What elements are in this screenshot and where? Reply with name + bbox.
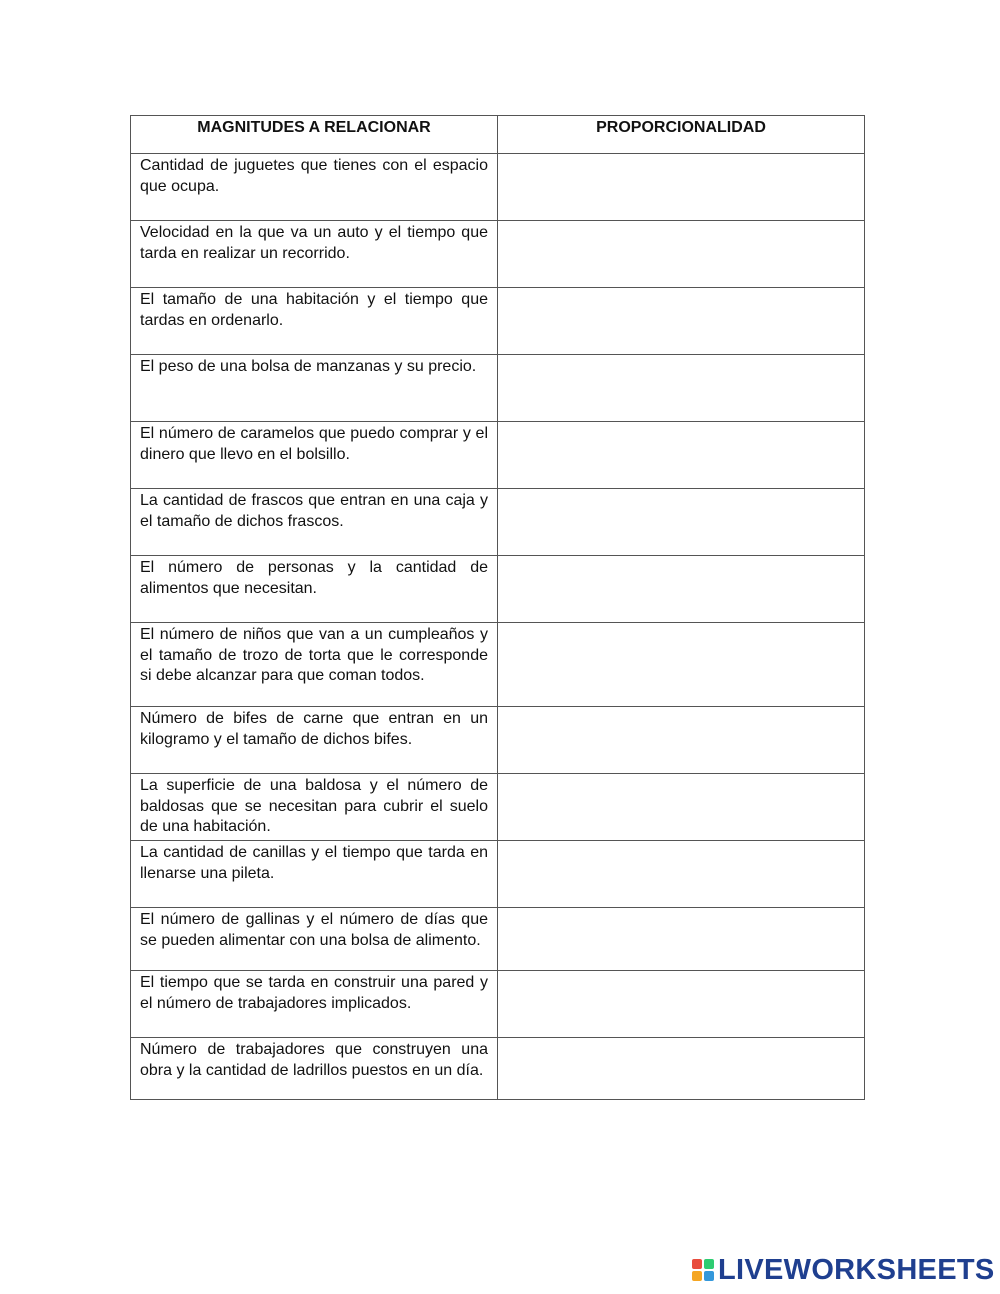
table-row [131,971,865,1038]
table-row [131,489,865,556]
proporcionalidad-input[interactable] [498,707,864,733]
proporcionalidad-cell [498,288,865,355]
proporcionalidad-input[interactable] [498,288,864,314]
table-row [131,774,865,841]
table-row [131,556,865,623]
table-row [131,908,865,971]
proporcionalidad-input[interactable] [498,908,864,934]
magnitudes-cell: El peso de una bolsa de manzanas y su precio. [131,355,498,422]
proporcionalidad-cell [498,355,865,422]
proporcionalidad-cell [498,1038,865,1100]
magnitudes-cell: El número de gallinas y el número de días que se pueden alimentar con una bolsa de alimento. [131,908,498,971]
proporcionalidad-input[interactable] [498,355,864,381]
table-row [131,355,865,422]
logo-square-icon [692,1271,702,1281]
proporcionalidad-cell [498,556,865,623]
proporcionalidad-cell [498,623,865,707]
proporcionalidad-cell [498,908,865,971]
proporcionalidad-cell [498,422,865,489]
magnitudes-cell: El número de caramelos que puedo comprar y el dinero que llevo en el bolsillo. [131,422,498,489]
table-header-row [131,116,865,154]
proporcionalidad-input[interactable] [498,556,864,582]
magnitudes-cell: La cantidad de frascos que entran en una caja y el tamaño de dichos frascos. [131,489,498,556]
magnitudes-cell: El número de personas y la cantidad de alimentos que necesitan. [131,556,498,623]
magnitudes-cell: Cantidad de juguetes que tienes con el espacio que ocupa. [131,154,498,221]
header-proporcionalidad: PROPORCIONALIDAD [498,116,865,154]
logo-square-icon [704,1259,714,1269]
proporcionalidad-cell [498,971,865,1038]
magnitudes-cell: El número de niños que van a un cumpleaños y el tamaño de trozo de torta que le corresponde si debe alcanzar para que coman todos. [131,623,498,707]
table-row [131,422,865,489]
table-row [131,221,865,288]
table-row [131,707,865,774]
logo-square-icon [704,1271,714,1281]
table-row [131,154,865,221]
proporcionalidad-input[interactable] [498,422,864,448]
worksheet [130,115,864,1100]
magnitudes-cell: La cantidad de canillas y el tiempo que tarda en llenarse una pileta. [131,841,498,908]
proporcionalidad-cell [498,221,865,288]
proporcionalidad-input[interactable] [498,971,864,997]
header-magnitudes: MAGNITUDES A RELACIONAR [131,116,498,154]
proporcionalidad-input[interactable] [498,841,864,867]
magnitudes-cell: Número de trabajadores que construyen una obra y la cantidad de ladrillos puestos en un día. [131,1038,498,1100]
magnitudes-table [130,115,865,1100]
proporcionalidad-cell [498,707,865,774]
table-row [131,288,865,355]
magnitudes-cell: La superficie de una baldosa y el número de baldosas que se necesitan para cubrir el suelo de una habitación. [131,774,498,841]
magnitudes-cell: El tamaño de una habitación y el tiempo que tardas en ordenarlo. [131,288,498,355]
proporcionalidad-cell [498,841,865,908]
table-row [131,623,865,707]
proporcionalidad-cell [498,489,865,556]
logo-text: LIVEWORKSHEETS [718,1253,995,1286]
table-body [131,154,865,1100]
magnitudes-cell: El tiempo que se tarda en construir una pared y el número de trabajadores implicados. [131,971,498,1038]
table-row [131,841,865,908]
logo-mark-icon [692,1259,714,1281]
proporcionalidad-input[interactable] [498,221,864,247]
proporcionalidad-input[interactable] [498,623,864,649]
proporcionalidad-cell [498,154,865,221]
magnitudes-cell: Número de bifes de carne que entran en un kilogramo y el tamaño de dichos bifes. [131,707,498,774]
proporcionalidad-input[interactable] [498,154,864,180]
liveworksheets-logo [692,1253,995,1287]
proporcionalidad-input[interactable] [498,489,864,515]
magnitudes-cell: Velocidad en la que va un auto y el tiempo que tarda en realizar un recorrido. [131,221,498,288]
proporcionalidad-input[interactable] [498,1038,864,1064]
proporcionalidad-cell [498,774,865,841]
proporcionalidad-input[interactable] [498,774,864,800]
table-row [131,1038,865,1100]
logo-square-icon [692,1259,702,1269]
